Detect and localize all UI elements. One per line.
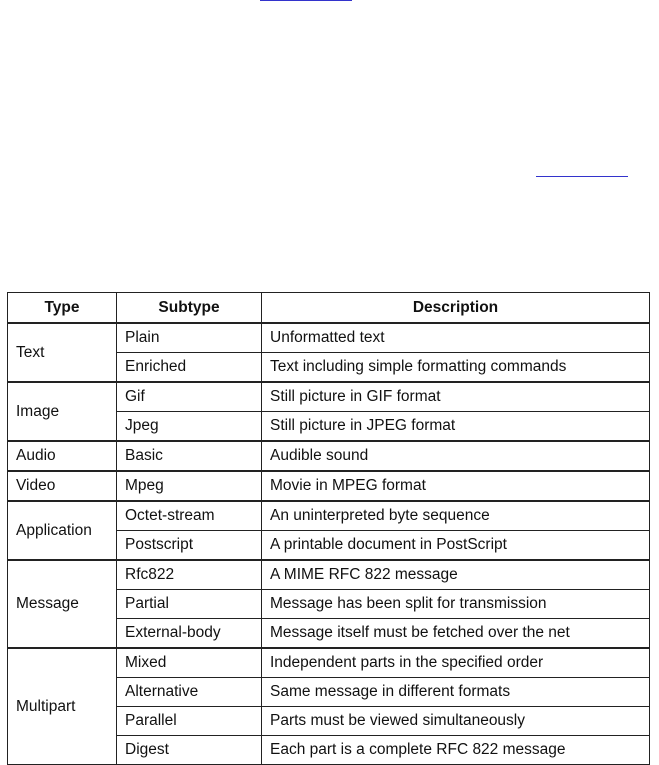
header-description: Description <box>262 293 650 324</box>
description-cell: Still picture in GIF format <box>262 382 650 412</box>
hyperlink-underline[interactable] <box>536 176 628 177</box>
hyperlink-underline[interactable] <box>260 0 352 1</box>
type-cell: Audio <box>8 441 117 471</box>
subtype-cell: Parallel <box>117 707 262 736</box>
subtype-cell: Partial <box>117 590 262 619</box>
description-cell: Text including simple formatting commands <box>262 353 650 383</box>
description-cell: A MIME RFC 822 message <box>262 560 650 590</box>
table-row <box>8 648 650 678</box>
subtype-cell: Mixed <box>117 648 262 678</box>
subtype-cell: Postscript <box>117 531 262 561</box>
table-row <box>8 501 650 531</box>
type-cell: Video <box>8 471 117 501</box>
subtype-cell: Octet-stream <box>117 501 262 531</box>
mime-types-table <box>7 292 650 765</box>
description-cell: Message has been split for transmission <box>262 590 650 619</box>
description-cell: Audible sound <box>262 441 650 471</box>
subtype-cell: Digest <box>117 736 262 765</box>
description-cell: Still picture in JPEG format <box>262 412 650 442</box>
description-cell: Each part is a complete RFC 822 message <box>262 736 650 765</box>
type-cell: Application <box>8 501 117 560</box>
description-cell: A printable document in PostScript <box>262 531 650 561</box>
subtype-cell: Plain <box>117 323 262 353</box>
subtype-cell: Alternative <box>117 678 262 707</box>
subtype-cell: Mpeg <box>117 471 262 501</box>
header-type: Type <box>8 293 117 324</box>
table-row <box>8 471 650 501</box>
table-body <box>8 323 650 765</box>
subtype-cell: Rfc822 <box>117 560 262 590</box>
type-cell: Message <box>8 560 117 648</box>
header-subtype: Subtype <box>117 293 262 324</box>
table-row <box>8 560 650 590</box>
description-cell: Independent parts in the specified order <box>262 648 650 678</box>
type-cell: Text <box>8 323 117 382</box>
subtype-cell: External-body <box>117 619 262 649</box>
description-cell: Same message in different formats <box>262 678 650 707</box>
type-cell: Image <box>8 382 117 441</box>
table-row <box>8 441 650 471</box>
table-header-row <box>8 293 650 324</box>
description-cell: Unformatted text <box>262 323 650 353</box>
description-cell: An uninterpreted byte sequence <box>262 501 650 531</box>
table-row <box>8 382 650 412</box>
description-cell: Message itself must be fetched over the net <box>262 619 650 649</box>
description-cell: Movie in MPEG format <box>262 471 650 501</box>
subtype-cell: Gif <box>117 382 262 412</box>
subtype-cell: Basic <box>117 441 262 471</box>
subtype-cell: Enriched <box>117 353 262 383</box>
subtype-cell: Jpeg <box>117 412 262 442</box>
type-cell: Multipart <box>8 648 117 765</box>
table-row <box>8 323 650 353</box>
description-cell: Parts must be viewed simultaneously <box>262 707 650 736</box>
